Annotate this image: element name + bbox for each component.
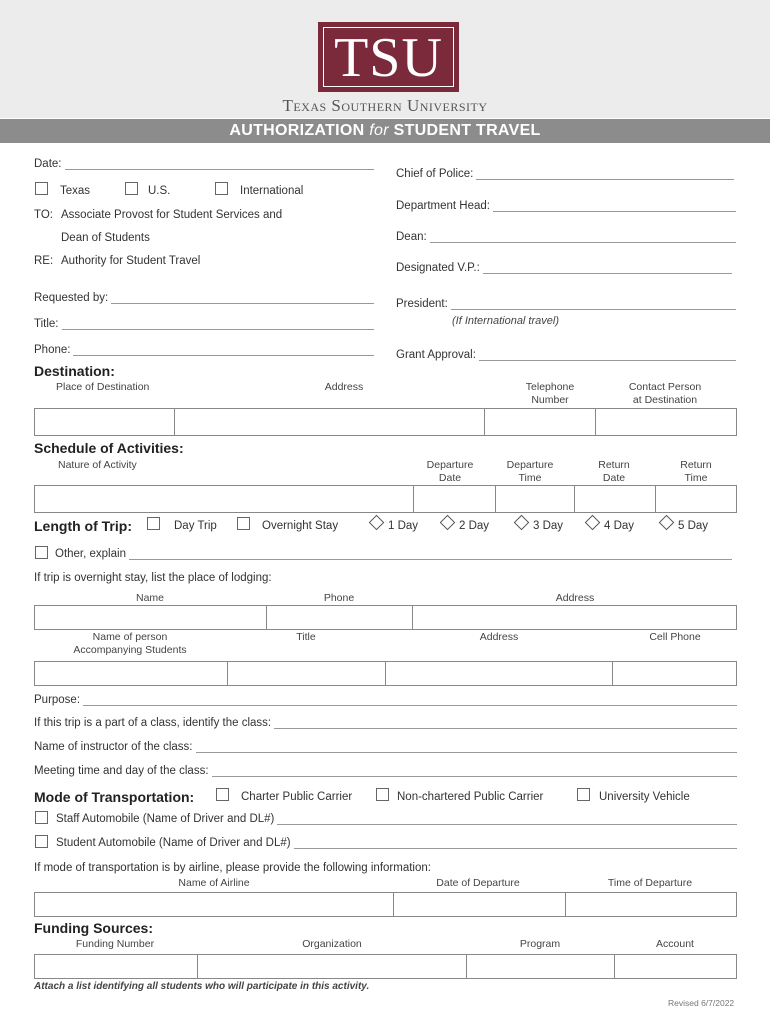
purpose-field[interactable]: Purpose:	[34, 694, 737, 706]
col-lodging-address: Address	[555, 592, 595, 604]
transport-heading: Mode of Transportation:	[34, 789, 195, 805]
title-field[interactable]: Title:	[34, 318, 374, 330]
col-airline-date: Date of Departure	[436, 877, 520, 889]
staff-auto-checkbox[interactable]	[35, 811, 48, 824]
col-lodging-phone: Phone	[323, 592, 355, 604]
day-trip-label: Day Trip	[174, 520, 217, 532]
date-field[interactable]: Date:	[34, 158, 374, 170]
4-day-option[interactable]	[585, 515, 601, 531]
overnight-checkbox[interactable]	[237, 517, 250, 530]
other-explain-field[interactable]: Other, explain	[55, 548, 732, 560]
col-telephone: Telephone Number	[525, 381, 575, 406]
non-charter-label: Non-chartered Public Carrier	[397, 791, 544, 803]
5-day-option[interactable]	[659, 515, 675, 531]
chief-of-police-field[interactable]: Chief of Police:	[396, 168, 734, 180]
accompany-row[interactable]	[34, 661, 737, 686]
other-checkbox[interactable]	[35, 546, 48, 559]
col-nature: Nature of Activity	[58, 459, 137, 471]
col-airline: Name of Airline	[178, 877, 250, 889]
charter-checkbox[interactable]	[216, 788, 229, 801]
col-dep-date: Departure Date	[426, 459, 474, 484]
funding-heading: Funding Sources:	[34, 920, 153, 936]
col-account: Account	[656, 938, 694, 950]
charter-label: Charter Public Carrier	[241, 791, 353, 803]
to-line-2: Dean of Students	[61, 232, 150, 244]
col-address: Address	[324, 381, 364, 393]
schedule-heading: Schedule of Activities:	[34, 440, 184, 456]
grant-approval-field[interactable]: Grant Approval:	[396, 349, 736, 361]
re-label: RE:	[34, 255, 54, 267]
funding-row[interactable]	[34, 954, 737, 979]
meeting-time-field[interactable]: Meeting time and day of the class:	[34, 765, 737, 777]
2-day-label: 2 Day	[459, 520, 490, 532]
length-heading: Length of Trip:	[34, 518, 132, 534]
col-dep-time: Departure Time	[506, 459, 554, 484]
instructor-field[interactable]: Name of instructor of the class:	[34, 741, 737, 753]
3-day-option[interactable]	[514, 515, 530, 531]
destination-row[interactable]	[34, 408, 737, 436]
phone-field[interactable]: Phone:	[34, 344, 374, 356]
univ-vehicle-label: University Vehicle	[599, 791, 690, 803]
col-accomp-name: Name of person Accompanying Students	[73, 631, 187, 656]
airline-row[interactable]	[34, 892, 737, 917]
1-day-option[interactable]	[369, 515, 385, 531]
col-ret-time: Return Time	[680, 459, 712, 484]
international-checkbox[interactable]	[215, 182, 228, 195]
col-ret-date: Return Date	[598, 459, 630, 484]
col-program: Program	[519, 938, 561, 950]
lodging-row[interactable]	[34, 605, 737, 630]
tsu-logo	[318, 22, 459, 92]
col-accomp-cell: Cell Phone	[649, 631, 701, 643]
dean-field[interactable]: Dean:	[396, 231, 736, 243]
day-trip-checkbox[interactable]	[147, 517, 160, 530]
president-field[interactable]: President:	[396, 298, 736, 310]
schedule-row[interactable]	[34, 485, 737, 513]
col-accomp-title: Title	[296, 631, 316, 643]
university-name: Texas Southern University	[282, 96, 488, 115]
col-lodging-name: Name	[135, 592, 164, 604]
to-label: TO:	[34, 209, 53, 221]
3-day-label: 3 Day	[533, 520, 564, 532]
col-funding-number: Funding Number	[75, 938, 155, 950]
revised-date: Revised 6/7/2022	[668, 998, 735, 1008]
student-auto-field[interactable]: Student Automobile (Name of Driver and DL#)	[56, 837, 737, 849]
texas-checkbox[interactable]	[35, 182, 48, 195]
texas-label: Texas	[60, 185, 91, 197]
staff-auto-field[interactable]: Staff Automobile (Name of Driver and DL#)	[56, 813, 737, 825]
4-day-label: 4 Day	[604, 520, 635, 532]
title-bar	[0, 119, 770, 143]
form-title: AUTHORIZATION for STUDENT TRAVEL	[229, 122, 541, 139]
1-day-label: 1 Day	[388, 520, 419, 532]
univ-vehicle-checkbox[interactable]	[577, 788, 590, 801]
re-text: Authority for Student Travel	[61, 255, 201, 267]
us-label: U.S.	[148, 185, 171, 197]
student-auto-checkbox[interactable]	[35, 835, 48, 848]
non-charter-checkbox[interactable]	[376, 788, 389, 801]
international-label: International	[240, 185, 304, 197]
2-day-option[interactable]	[440, 515, 456, 531]
col-place: Place of Destination	[56, 381, 150, 393]
lodging-prompt: If trip is overnight stay, list the place of lodging:	[34, 572, 272, 584]
president-note: (If International travel)	[452, 315, 559, 327]
to-line-1: Associate Provost for Student Services and	[61, 209, 283, 221]
logo-text: TSU	[323, 27, 454, 87]
airline-prompt: If mode of transportation is by airline, please provide the following information:	[34, 862, 431, 874]
overnight-label: Overnight Stay	[262, 520, 339, 532]
col-contact: Contact Person at Destination	[628, 381, 702, 406]
destination-heading: Destination:	[34, 363, 115, 379]
attach-note: Attach a list identifying all students who will participate in this activity.	[34, 981, 370, 992]
department-head-field[interactable]: Department Head:	[396, 200, 736, 212]
col-accomp-address: Address	[479, 631, 519, 643]
designated-vp-field[interactable]: Designated V.P.:	[396, 262, 732, 274]
col-organization: Organization	[302, 938, 362, 950]
us-checkbox[interactable]	[125, 182, 138, 195]
col-airline-time: Time of Departure	[607, 877, 693, 889]
requested-by-field[interactable]: Requested by:	[34, 292, 374, 304]
class-field[interactable]: If this trip is a part of a class, identify the class:	[34, 717, 737, 729]
5-day-label: 5 Day	[678, 520, 709, 532]
